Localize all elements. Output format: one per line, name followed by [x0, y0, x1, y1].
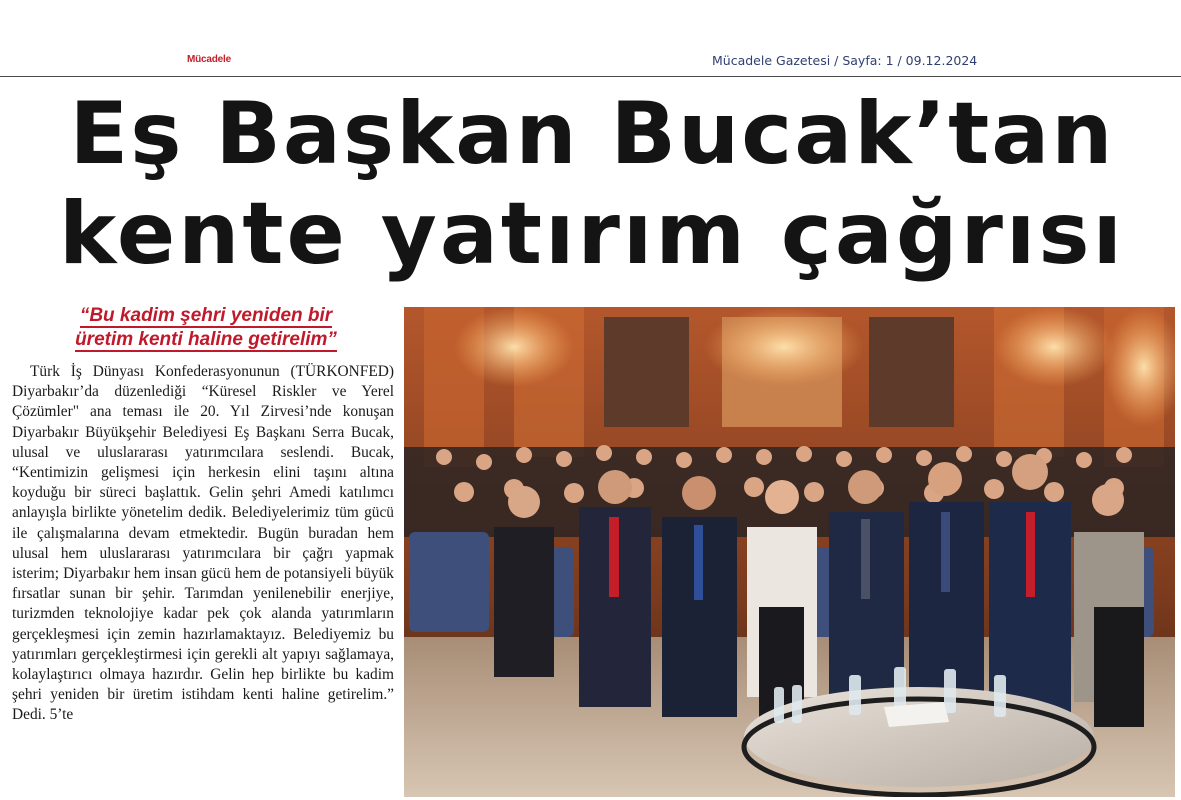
headline-line-1: Eş Başkan Bucak’tan [69, 84, 1115, 184]
article-paragraph: Türk İş Dünyası Konfederasyonunun (TÜRKONFED) Diyarbakır’da düzenlediği “Küresel Riskler ve Yerel Çözümler" ana teması ile 20. Yıl Zirvesi’nde konuşan Diyarbakır Büyükşehir Belediyesi Eş Başkanı Serra Bucak, ulusal ve uluslararası yatırımcılara seslendi. Bucak, “Kentimizin gelişmesi için herkesin elini taşını altına koyduğu bir süreci başlattık. Gelin şehri Amedi katılımcı anlayışla birlikte yönetelim dedik. Belediyelerimiz tüm gücü ile çalışmalarına devam etmektedir. Bugün buradan hem ulusal hem uluslararası yatırımcılara bir çağrı yapmak isterim; Diyarbakır hem insan gücü hem de potansiyeli büyük fırsatlar sunan bir şehir. Tarımdan yenilenebilir enerjiye, turizmden teknolojiye kadar pek çok alanda yatırımların gerçekleşmesi için zemin hazırlamaktayız. Belediyemiz bu yatırımları gerçekleştirmesi için gerekli alt yapıyı sağlamaya, kolaylaştırıcı olmaya hazırdır. Gelin hep birlikte bu kadim şehri yeniden bir üretim istihdam kenti haline getirelim.” Dedi. 5’te [12, 363, 394, 724]
page-header [0, 0, 1181, 78]
headline [6, 84, 1178, 284]
header-divider [0, 76, 1181, 77]
newspaper-logo: Mücadele [187, 54, 231, 65]
article-body [12, 362, 394, 726]
headline-line-2: kente yatırım çağrısı [58, 184, 1126, 284]
news-photo-conference-audience [404, 307, 1175, 797]
publication-meta: Mücadele Gazetesi / Sayfa: 1 / 09.12.2024 [712, 53, 978, 68]
pull-quote-line-1: “Bu kadim şehri yeniden bir [79, 305, 333, 326]
pull-quote-line-2: üretim kenti haline getirelim” [75, 329, 337, 350]
pull-quote [16, 304, 396, 352]
